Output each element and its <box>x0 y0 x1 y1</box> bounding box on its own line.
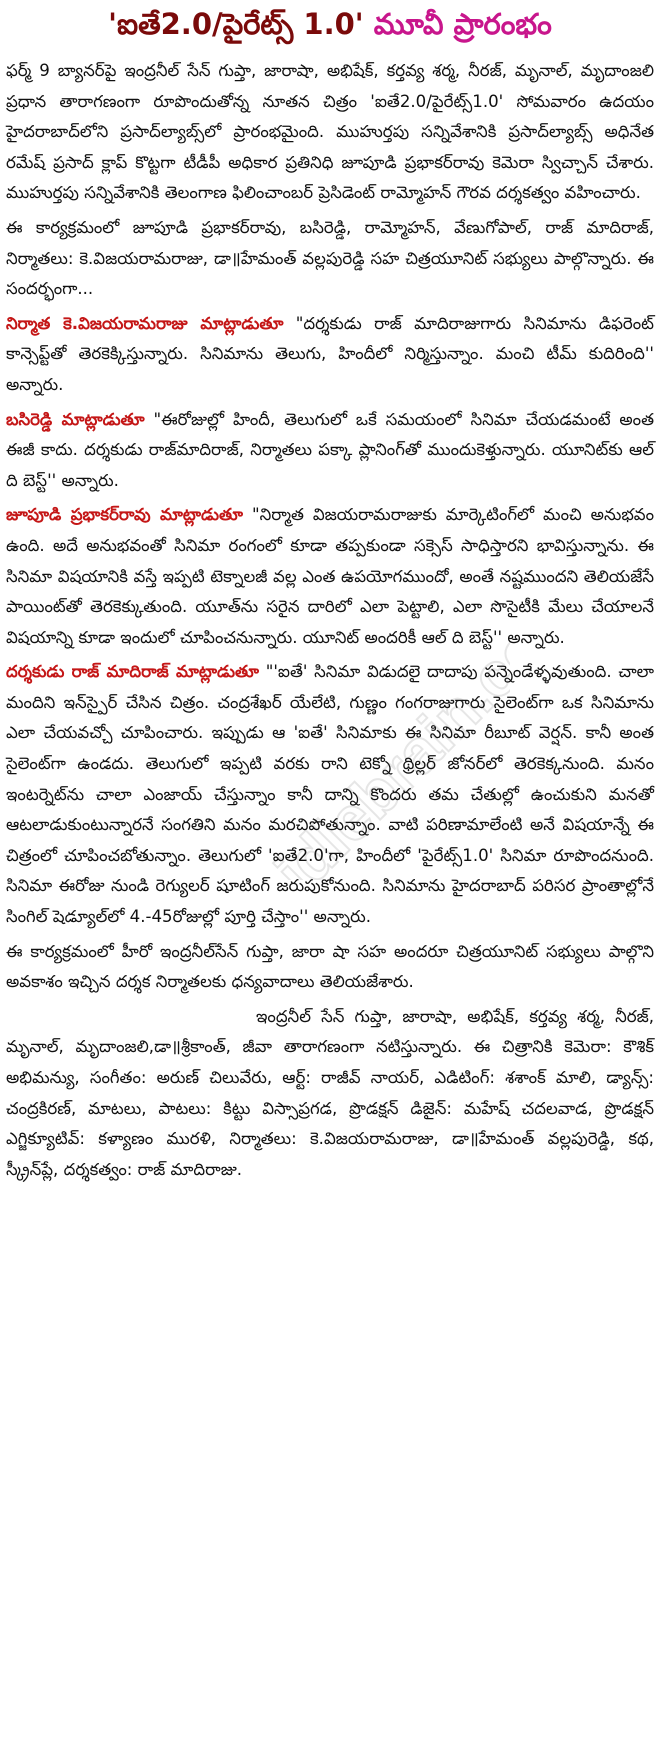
quote-basireddy: "ఈరోజుల్లో హిందీ, తెలుగులో ఒకే సమయంలో సినిమా చేయడమంటే అంత ఈజీ కాదు. దర్శకుడు రాజ్‌మాదిరాజ్, నిర్మాతలు పక్కా ప్లానింగ్‌తో ముందుకెళ్తున్నారు. యూనిట్‌కు ఆల్ ది బెస్ట్'' అన్నారు. <box>6 409 654 490</box>
title-movie-name: 'ఐతే2.0/పైరేట్స్ 1.0' <box>108 7 364 41</box>
quote-jupudi: "నిర్మాత విజయరామరాజుకు మార్కెటింగ్‌లో మంచి అనుభవం ఉంది. అదే అనుభవంతో సినిమా రంగంలో కూడా తప్పకుండా సక్సెస్ సాధిస్తారని భావిస్తున్నాను. ఈ సినిమా విషయానికి వస్తే ఇప్పటి టెక్నాలజీ వల్ల ఎంత ఉపయోగముందో, అంతే నష్టముందని తెలియజేసే పాయింట్‌తో తెరకెక్కుతుంది. యూత్‌ను సరైన దారిలో ఎలా పెట్టాలి, ఎలా సొసైటీకి మేలు చేయాలనే విషయాన్ని కూడా ఇందులో చూపించనున్నారు. యూనిట్ అందరికీ ఆల్ ది బెస్ట్'' అన్నారు. <box>6 505 654 647</box>
speaker-basireddy: బసిరెడ్డి మాట్లాడుతూ <box>6 409 145 429</box>
quote-producer: "దర్శకుడు రాజ్ మాదిరాజుగారు సినిమాను డిఫరెంట్ కాన్సెప్ట్‌తో తెరకెక్కిస్తున్నారు. సినిమాను తెలుగు, హిందీలో నిర్మిస్తున్నాం. మంచి టీమ్ కుదిరింది'' అన్నారు. <box>6 313 654 394</box>
speaker-jupudi: జూపూడి ప్రభాకర్‌రావు మాట్లాడుతూ <box>6 505 244 525</box>
paragraph-director-quote <box>6 657 654 932</box>
article-body <box>6 56 654 1185</box>
quote-director: "'ఐతే' సినిమా విడుదలై దాదాపు పన్నెండేళ్ళవుతుంది. చాలా మందిని ఇన్‌స్పైర్ చేసిన చిత్రం. చంద్రశేఖర్ యేలేటి, గుణ్ణం గంగరాజుగారు సైలెంట్‌గా ఒక సినిమాను ఎలా చేయవచ్చో చూపించారు. ఇప్పుడు ఆ 'ఐతే' సినిమాకు ఈ సినిమా రీబూట్ వెర్షన్. కానీ అంత సైలెంట్‌గా ఉండదు. తెలుగులో ఇప్పటి వరకు రాని టెక్నో థ్రిల్లర్ జోనర్‌లో తెరకెక్కనుంది. మనం ఇంటర్నెట్‌ను చాలా ఎంజాయ్ చేస్తున్నాం కానీ దాన్ని కొందరు తమ చేతుల్లో ఉంచుకుని మనతో ఆటలాడుకుంటున్నారనే సంగతిని మనం మరచిపోతున్నాం. వాటి పరిణామాలేంటి అనే విషయాన్నే ఈ చిత్రంలో చూపించబోతున్నాం. తెలుగులో 'ఐతే2.0'గా, హిందీలో 'పైరేట్స్1.0' సినిమా రూపొందనుంది. సినిమా ఈరోజు నుండి రెగ్యులర్ షూటింగ్ జరుపుకోనుంది. సినిమాను హైదరాబాద్ పరిసర ప్రాంతాల్లోనే సింగిల్ షెడ్యూల్‌లో 4.-45రోజుల్లో పూర్తి చేస్తాం'' అన్నారు. <box>6 662 654 927</box>
page-title <box>6 4 654 44</box>
paragraph-producer-quote <box>6 309 654 401</box>
svg-text:idlebrain.com: idlebrain.com <box>262 574 510 880</box>
paragraph-basireddy-quote <box>6 405 654 497</box>
speaker-director: దర్శకుడు రాజ్ మాదిరాజ్ మాట్లాడుతూ <box>6 662 259 682</box>
paragraph-intro: ఫర్మ్ 9 బ్యానర్‌పై ఇంద్రనీల్ సేన్ గుప్తా, జారాషా, అభిషేక్, కర్తవ్య శర్మ, నీరజ్, మృనాల్, మృదాంజలి ప్రధాన తారాగణంగా రూపొందుతోన్న నూతన చిత్రం 'ఐతే2.0/పైరేట్స్1.0' సోమవారం ఉదయం హైదరాబాద్‌లోని ప్రసాద్‌ల్యాబ్స్‌లో ప్రారంభమైంది. ముహుర్తపు సన్నివేశానికి ప్రసాద్‌ల్యాబ్స్ అధినేత రమేష్ ప్రసాద్ క్లాప్ కొట్టగా టీడీపీ అధికార ప్రతినిధి జూపూడి ప్రభాకర్‌రావు కెమెరా స్విచ్చాన్ చేశారు. ముహుర్తపు సన్నివేశానికి తెలంగాణ ఫిలించాంబర్ ప్రెసిడెంట్ రామ్మోహన్ గౌరవ దర్శకత్వం వహించారు. <box>6 61 654 203</box>
paragraph-credits: ఇంద్రనీల్ సేన్ గుప్తా, జారాషా, అభిషేక్, కర్తవ్య శర్మ, నీరజ్, మృనాల్, మృదాంజలి,డా॥శ్రీకాంత్, జీవా తారాగణంగా నటిస్తున్నారు. ఈ చిత్రానికి కెమెరా: కౌశిక్ అభిమన్యు, సంగీతం: అరుణ్ చిలువేరు, ఆర్ట్: రాజీవ్ నాయర్, ఎడిటింగ్: శశాంక్ మాలి, డ్యాన్స్: చంద్రకిరణ్, మాటలు, పాటలు: కిట్టు విస్సాప్రగడ, ప్రొడక్షన్ డిజైన్: మహేష్ చదలవాడ, ప్రొడక్షన్ ఎగ్జిక్యూటివ్: కళ్యాణం మురళి, నిర్మాతలు: కె.విజయరామరాజు, డా॥హేమంత్ వల్లపురెడ్డి, కథ, స్క్రీన్‌ప్లే, దర్శకత్వం: రాజ్ మాదిరాజు. <box>6 1006 654 1179</box>
paragraph-thanks: ఈ కార్యక్రమంలో హీరో ఇంద్రనీల్‌సేన్ గుప్తా, జారా షా సహ అందరూ చిత్రయూనిట్ సభ్యులు పాల్గొని అవకాశం ఇచ్చిన దర్శక నిర్మాతలకు ధన్యవాదాలు తెలియజేశారు. <box>6 941 654 992</box>
paragraph-jupudi-quote <box>6 500 654 653</box>
title-launch-text: మూవీ ప్రారంభం <box>373 7 552 41</box>
paragraph-attendees: ఈ కార్యక్రమంలో జూపూడి ప్రభాకర్‌రావు, బసిరెడ్డి, రామ్మోహన్, వేణుగోపాల్, రాజ్ మాదిరాజ్, నిర్మాతలు: కె.విజయరామరాజు, డా॥హేమంత్ వల్లపురెడ్డి సహ చిత్రయూనిట్ సభ్యులు పాల్గొన్నారు. ఈ సందర్భంగా... <box>6 217 654 299</box>
speaker-producer: నిర్మాత కె.విజయరామరాజు మాట్లాడుతూ <box>6 313 284 333</box>
